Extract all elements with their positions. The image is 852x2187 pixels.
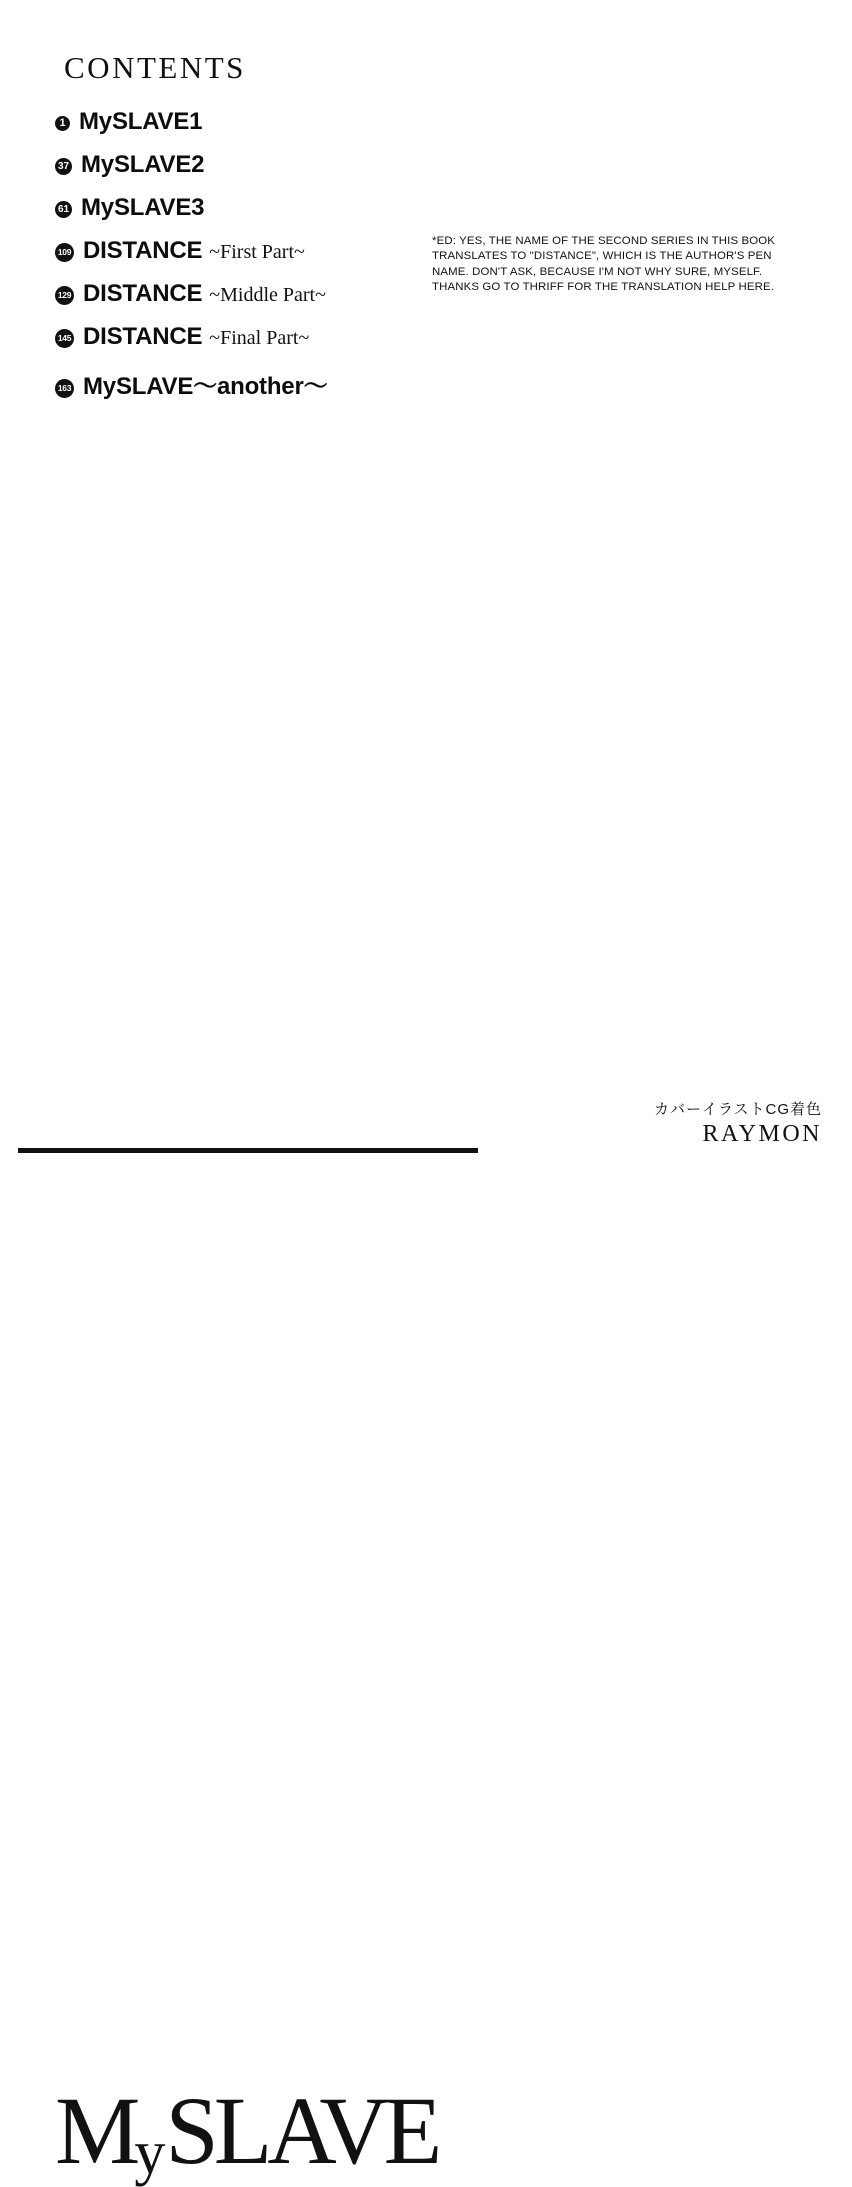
list-item[interactable]	[55, 323, 475, 366]
editor-note-line: *ED: YES, THE NAME OF THE SECOND SERIES IN THIS BOOK	[432, 235, 776, 247]
page-number-badge: 129	[55, 286, 74, 305]
page-number-badge: 163	[55, 379, 74, 398]
list-item[interactable]	[55, 280, 475, 323]
table-of-contents	[55, 108, 475, 409]
toc-item-title: DISTANCE	[83, 237, 203, 264]
toc-item-title: MySLAVE〜another〜	[83, 373, 328, 400]
page-number-badge: 61	[55, 201, 72, 218]
page-number-badge: 109	[55, 243, 74, 262]
logo-part-y: y	[134, 2119, 164, 2187]
list-item[interactable]	[55, 194, 475, 237]
page-number-badge: 145	[55, 329, 74, 348]
list-item[interactable]	[55, 108, 475, 151]
toc-item-subtitle: ~Final Part~	[209, 327, 310, 349]
toc-item-title: MySLAVE1	[79, 108, 203, 135]
editor-note	[432, 234, 822, 295]
title-logo-text	[55, 2077, 438, 2187]
toc-item-title: MySLAVE2	[81, 151, 205, 178]
logo-part-m: M	[55, 2077, 139, 2184]
credit-name: RAYMON	[702, 1121, 822, 1147]
list-item[interactable]	[55, 237, 475, 280]
page-title: CONTENTS	[64, 50, 246, 85]
credit-block	[654, 1098, 822, 1148]
toc-item-title: DISTANCE	[83, 323, 203, 350]
list-item[interactable]	[55, 151, 475, 194]
editor-note-line: THANKS GO TO THRIFF FOR THE TRANSLATION HELP HERE.	[432, 280, 775, 293]
page-number-badge: 1	[55, 116, 70, 131]
editor-note-line: TRANSLATES TO "DISTANCE", WHICH IS THE AUTHOR'S PEN	[432, 250, 772, 263]
toc-item-title: MySLAVE3	[81, 194, 205, 221]
divider-rule	[18, 1148, 478, 1153]
list-item[interactable]	[55, 366, 475, 409]
toc-item-subtitle: ~Middle Part~	[209, 284, 326, 306]
logo-part-slave: SLAVE	[165, 2077, 438, 2184]
credit-role: カバーイラストCG着色	[653, 1101, 822, 1118]
toc-item-title: DISTANCE	[83, 280, 203, 307]
toc-item-subtitle: ~First Part~	[209, 241, 305, 263]
editor-note-line: NAME. DON'T ASK, BECAUSE I'M NOT WHY SURE, MYSELF.	[432, 265, 763, 278]
page-number-badge: 37	[55, 158, 72, 175]
